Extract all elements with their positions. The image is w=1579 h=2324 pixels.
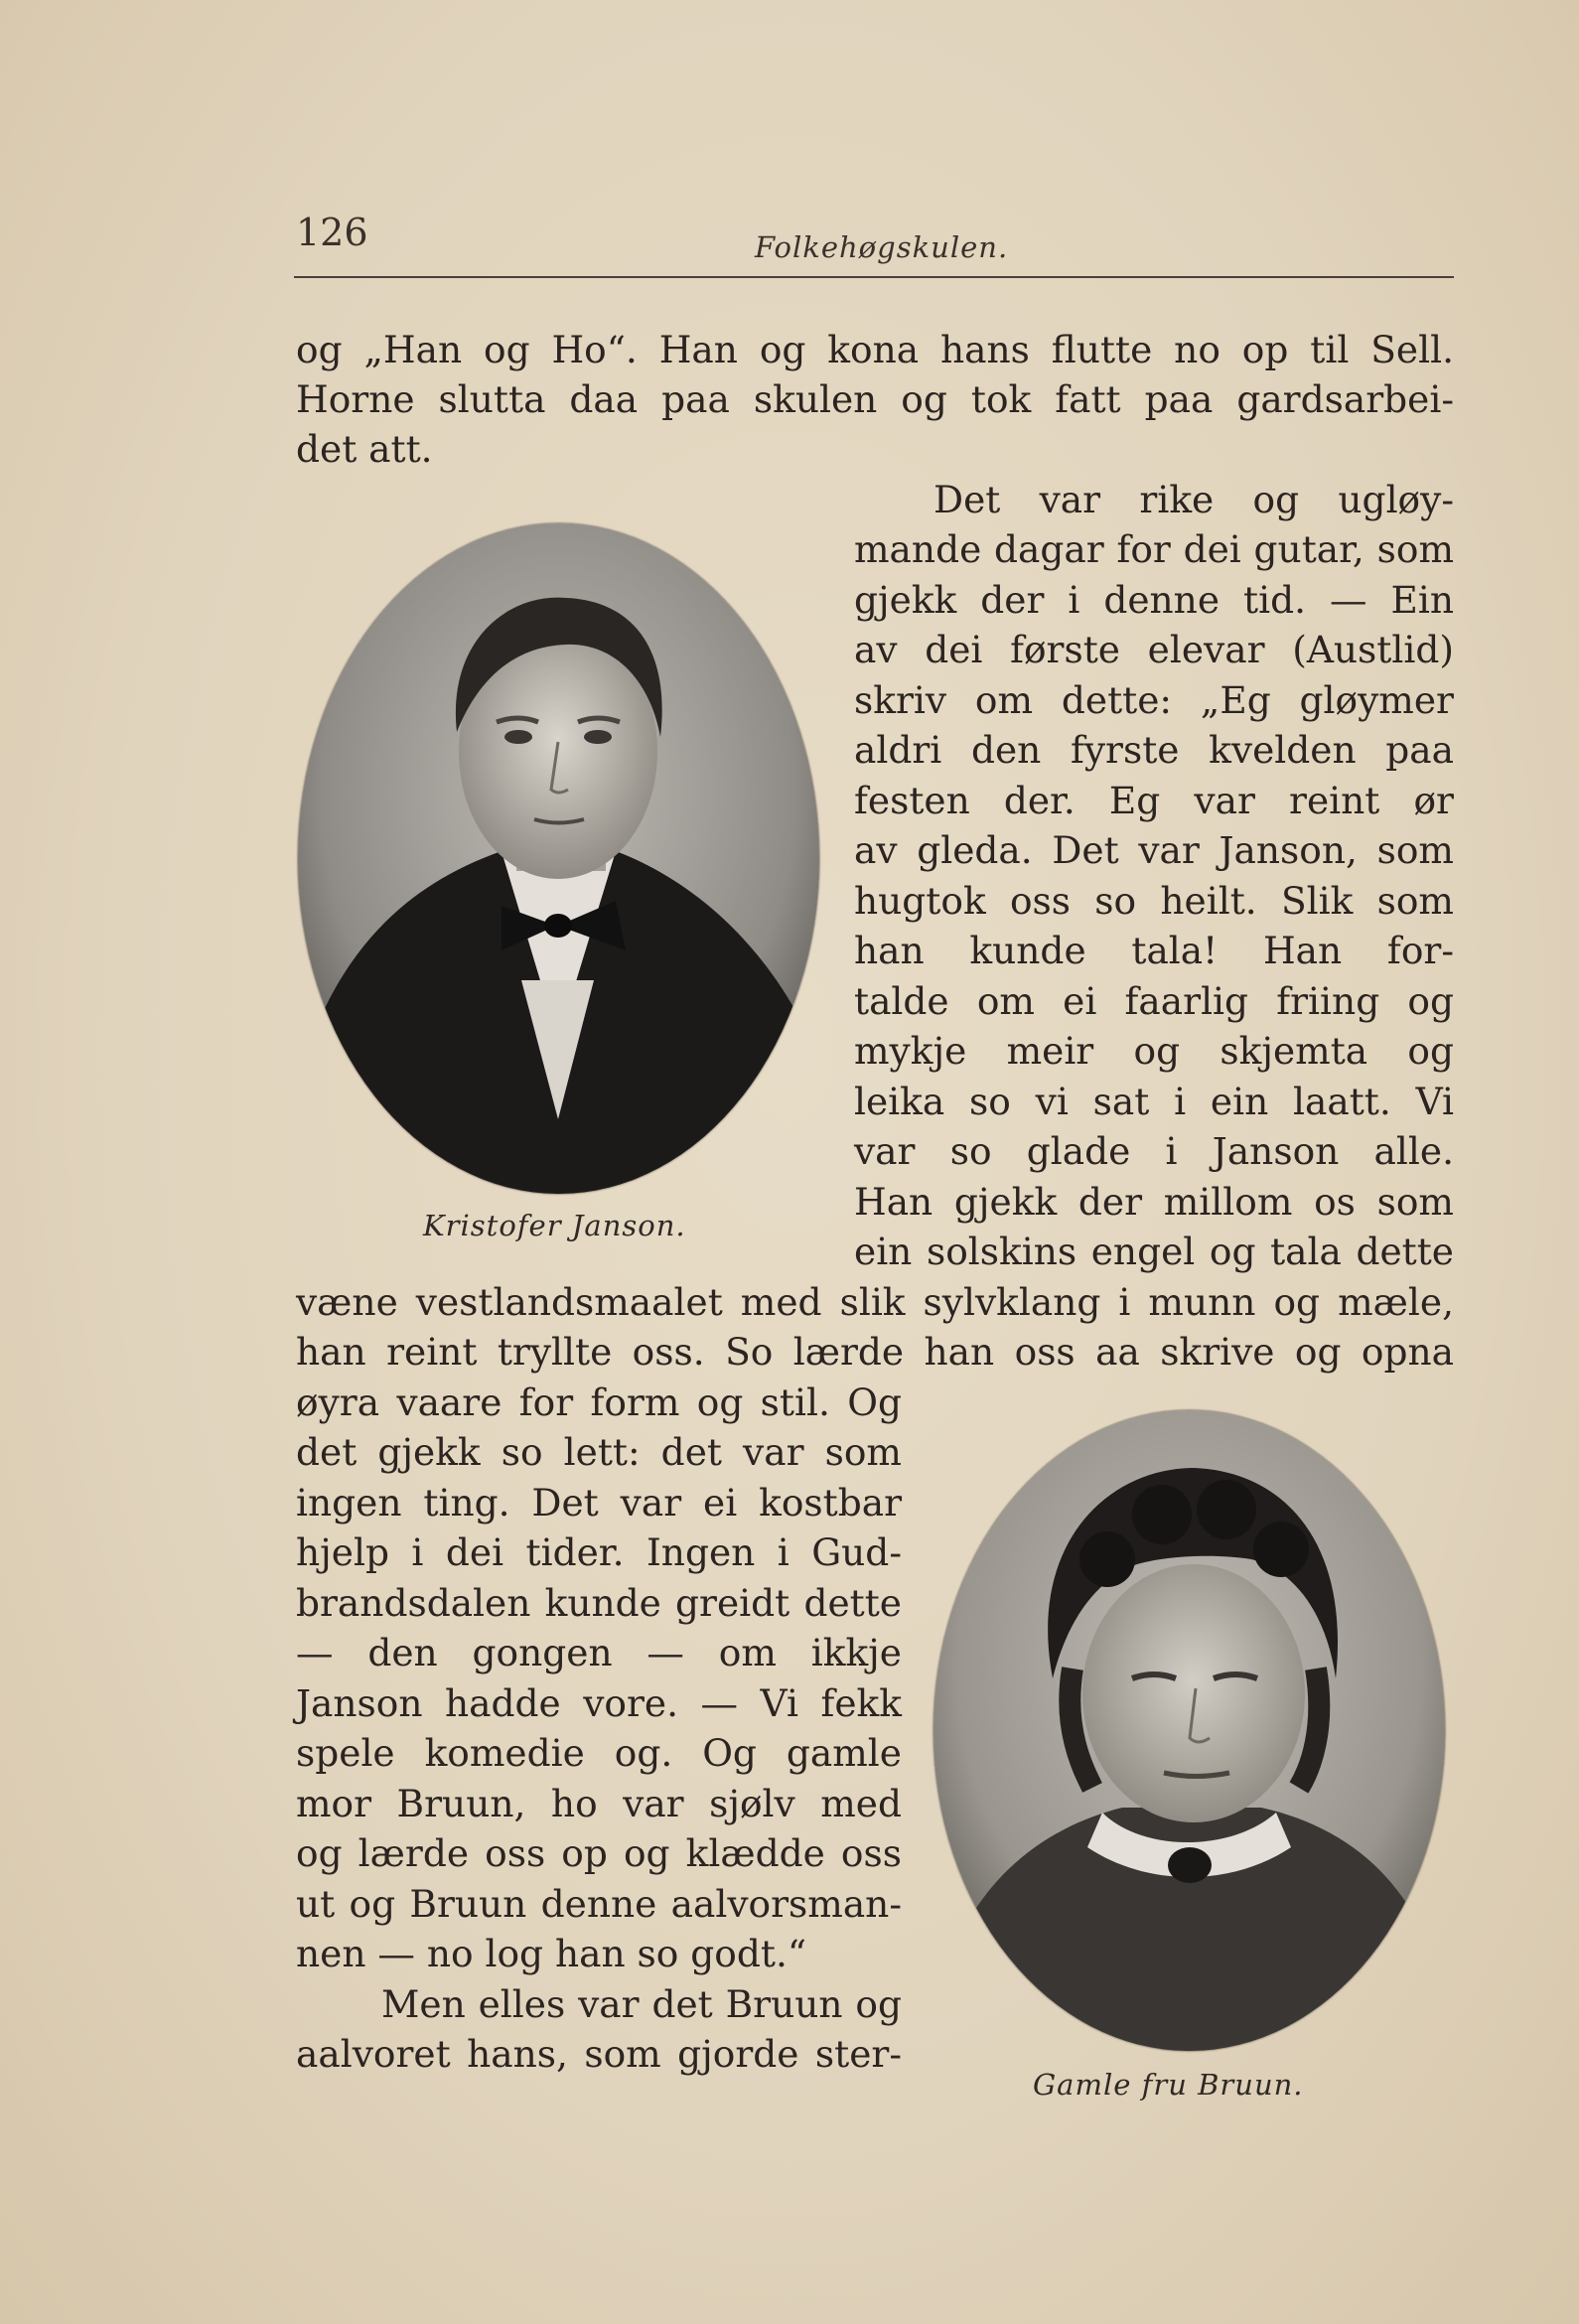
text-line: og „Han og Ho“. Han og kona hans flutte no op til Sell. [296,328,1454,371]
text-line: hugtok oss so heilt. Slik som [854,879,1454,923]
text-line: han reint tryllte oss. So lærde han oss aa skrive og opna [296,1330,1454,1374]
text-line: av gleda. Det var Janson, som [854,828,1454,872]
text-line: Janson hadde vore. — Vi fekk [296,1681,902,1725]
text-line: mor Bruun, ho var sjølv med [296,1782,902,1825]
running-title: Folkehøgskulen. [755,230,1009,264]
text-line: gjekk der i denne tid. — Ein [854,578,1454,622]
text-line: det att. [296,427,433,471]
text-line: han kunde tala! Han for- [854,929,1454,972]
text-line: mykje meir og skjemta og [854,1029,1454,1073]
text-line: leika so vi sat i ein laatt. Vi [854,1080,1454,1123]
text-line: skriv om dette: „Eg gløymer [854,678,1454,722]
text-line: øyra vaare for form og stil. Og [296,1380,902,1424]
page-number: 126 [296,211,368,254]
text-line: aalvoret hans, som gjorde ster- [296,2032,902,2076]
text-line: — den gongen — om ikkje [296,1631,902,1674]
text-line: Men elles var det Bruun og [381,1982,902,2026]
portrait-fru-bruun [933,1410,1445,2051]
text-line: var so glade i Janson alle. [854,1129,1454,1173]
caption-kristofer-janson: Kristofer Janson. [423,1209,686,1242]
text-line: hjelp i dei tider. Ingen i Gud- [296,1530,902,1574]
text-line: av dei første elevar (Austlid) [854,628,1454,671]
text-line: væne vestlandsmaalet med slik sylvklang i munn og mæle, [296,1280,1454,1324]
text-line: talde om ei faarlig friing og [854,979,1454,1023]
text-line: og lærde oss op og klædde oss [296,1831,902,1875]
text-line: ein solskins engel og tala dette [854,1230,1454,1273]
header-rule [294,276,1454,278]
caption-fru-bruun: Gamle fru Bruun. [1033,2068,1304,2102]
text-line: ut og Bruun denne aalvorsman- [296,1882,902,1926]
text-line: det gjekk so lett: det var som [296,1430,902,1474]
text-line: Han gjekk der millom os som [854,1180,1454,1224]
text-line: nen — no log han so godt.“ [296,1932,807,1975]
portrait-kristofer-janson [298,523,819,1194]
text-line: Horne slutta daa paa skulen og tok fatt paa gardsarbei- [296,377,1454,421]
text-line: brandsdalen kunde greidt dette [296,1581,902,1625]
text-line: aldri den fyrste kvelden paa [854,728,1454,772]
text-line: festen der. Eg var reint ør [854,779,1454,822]
text-line: Det var rike og ugløy- [933,478,1454,521]
text-line: ingen ting. Det var ei kostbar [296,1481,902,1525]
text-line: spele komedie og. Og gamle [296,1731,902,1775]
text-line: mande dagar for dei gutar, som [854,527,1454,571]
